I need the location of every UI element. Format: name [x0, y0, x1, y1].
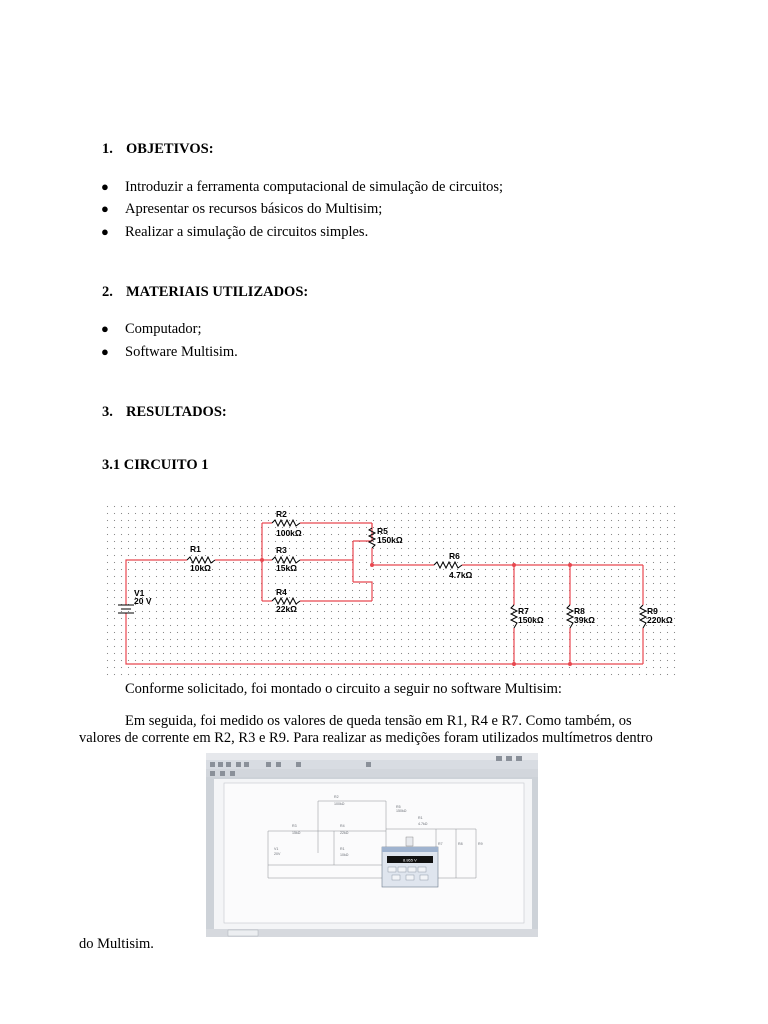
section-number: 3.	[102, 404, 113, 420]
section-materiais-heading	[102, 284, 308, 301]
multimeter-window	[382, 847, 438, 887]
resistor-value-label: 150kΩ	[377, 535, 403, 545]
list-item: ● Realizar a simulação de circuitos simples.	[101, 224, 369, 240]
resistor-name-label: R9	[647, 606, 658, 616]
resistor-value-label: 100kΩ	[276, 528, 302, 538]
section-title: OBJETIVOS:	[126, 141, 214, 157]
resistor-value-label: 10kΩ	[190, 563, 211, 573]
bullet-icon: ●	[101, 179, 109, 194]
section-number: 2.	[102, 284, 113, 300]
resistor-value-label: 220kΩ	[647, 615, 673, 625]
paragraph-line: valores de corrente em R2, R3 e R9. Para realizar as medições foram utilizados multímetros dentro	[79, 730, 653, 746]
source-name-label: V1	[134, 588, 145, 598]
svg-text:R5: R5	[396, 805, 401, 809]
resistor-name-label: R5	[377, 526, 388, 536]
svg-text:4.7kΩ: 4.7kΩ	[418, 822, 428, 826]
list-item: ● Apresentar os recursos básicos do Multisim;	[101, 201, 383, 217]
bullet-icon: ●	[101, 344, 109, 359]
svg-text:150kΩ: 150kΩ	[396, 809, 407, 813]
svg-text:R9: R9	[478, 842, 483, 846]
source-value-label: 20 V	[134, 596, 152, 606]
resistor-r5-symbol	[369, 528, 375, 548]
svg-text:R3: R3	[292, 824, 297, 828]
resistor-value-label: 4.7kΩ	[449, 570, 473, 580]
paragraph-line: do Multisim.	[79, 936, 154, 952]
resistor-name-label: R2	[276, 509, 287, 519]
multisim-screen-photo	[206, 753, 538, 937]
resistor-name-label: R8	[574, 606, 585, 616]
section-title: MATERIAIS UTILIZADOS:	[126, 284, 309, 300]
list-item: ● Software Multisim.	[101, 344, 238, 360]
resistor-value-label: 22kΩ	[276, 604, 297, 614]
svg-text:R7: R7	[438, 842, 443, 846]
section-resultados-heading	[102, 404, 227, 421]
resistor-name-label: R7	[518, 606, 529, 616]
resistor-r7-symbol	[511, 605, 517, 628]
section-number: 1.	[102, 141, 113, 157]
section-objetivos-heading	[102, 141, 214, 158]
photo-drawing	[206, 753, 538, 937]
resistor-value-label: 15kΩ	[276, 563, 297, 573]
bullet-icon: ●	[101, 224, 109, 239]
resistor-value-label: 39kΩ	[574, 615, 595, 625]
resistor-r6-symbol	[434, 562, 462, 568]
svg-text:R1: R1	[340, 847, 345, 851]
resistor-r8-symbol	[567, 605, 573, 628]
svg-text:22kΩ: 22kΩ	[340, 831, 349, 835]
list-item: ● Computador;	[101, 321, 202, 337]
subsection-circuito1-heading: 3.1 CIRCUITO 1	[102, 457, 209, 473]
resistor-name-label: R1	[190, 544, 201, 554]
paragraph-line: Em seguida, foi medido os valores de queda tensão em R1, R4 e R7. Como também, os	[125, 713, 632, 729]
section-title: RESULTADOS:	[126, 404, 227, 420]
bullet-icon: ●	[101, 321, 109, 336]
resistor-value-label: 150kΩ	[518, 615, 544, 625]
resistor-name-label: R6	[449, 551, 460, 561]
svg-text:20V: 20V	[274, 852, 281, 856]
svg-text:R2: R2	[334, 795, 339, 799]
svg-text:100kΩ: 100kΩ	[334, 802, 345, 806]
resistor-r9-symbol	[640, 605, 646, 628]
resistor-r2-symbol	[272, 520, 300, 526]
list-item: ● Introduzir a ferramenta computacional de simulação de circuitos;	[101, 179, 504, 195]
bullet-icon: ●	[101, 201, 109, 216]
svg-text:15kΩ: 15kΩ	[292, 831, 301, 835]
schematic-drawing	[104, 503, 679, 680]
svg-text:R8: R8	[458, 842, 463, 846]
svg-text:V1: V1	[274, 847, 279, 851]
paragraph-circuit-intro: Conforme solicitado, foi montado o circuito a seguir no software Multisim:	[125, 681, 562, 697]
svg-text:R4: R4	[340, 824, 345, 828]
resistor-name-label: R4	[276, 587, 287, 597]
circuit-schematic	[104, 503, 679, 680]
multimeter-reading: 8.865 V	[403, 857, 417, 863]
svg-text:R1: R1	[418, 816, 423, 820]
resistor-name-label: R3	[276, 545, 287, 555]
svg-text:10kΩ: 10kΩ	[340, 853, 349, 857]
